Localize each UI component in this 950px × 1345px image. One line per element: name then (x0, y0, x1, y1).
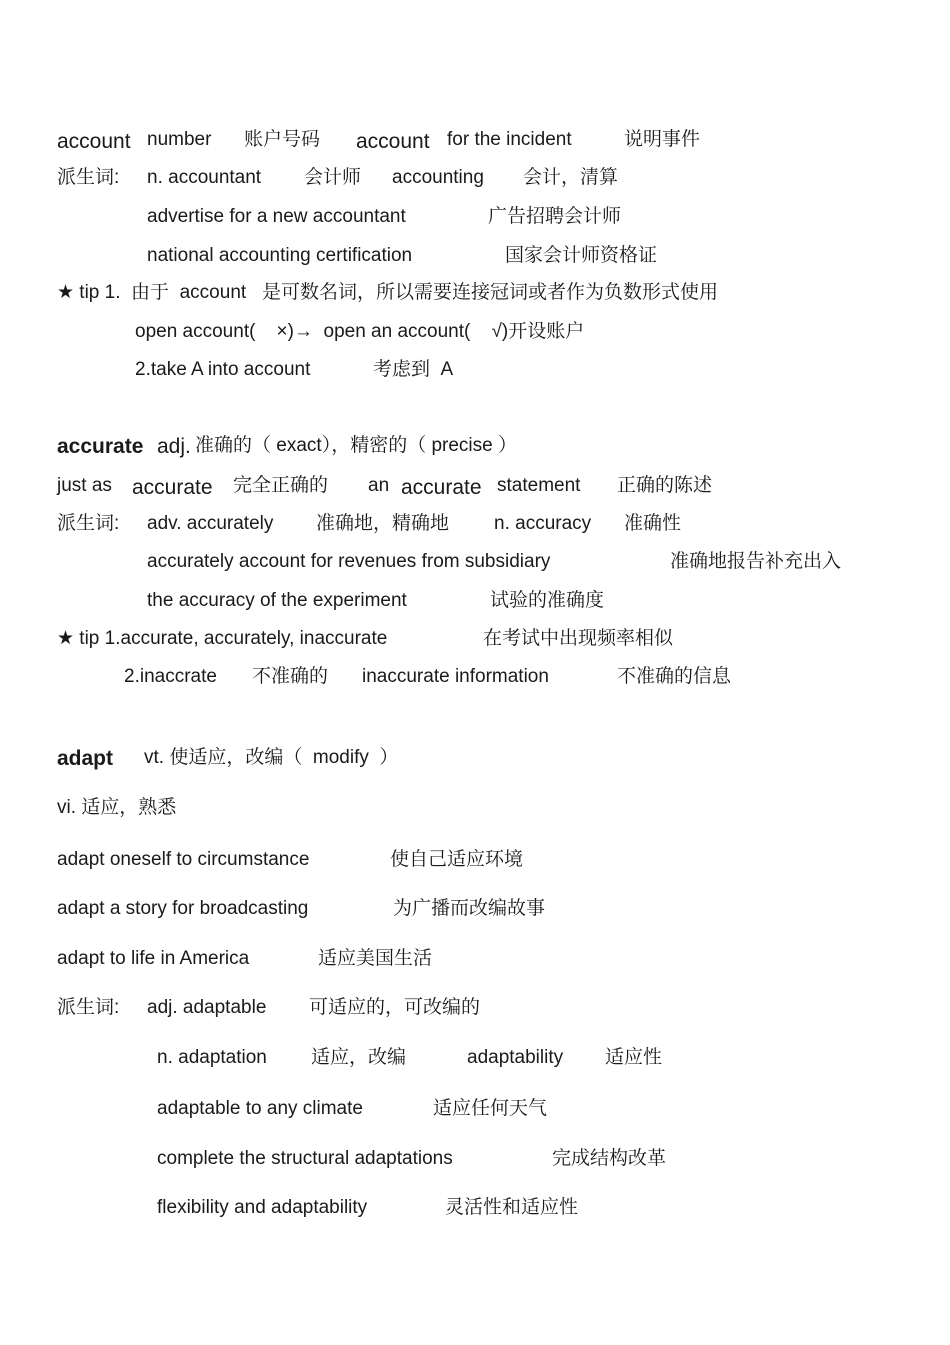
translation: 适应，改编 (311, 1047, 407, 1068)
phrase: statement (497, 475, 581, 496)
translation: 灵活性和适应性 (445, 1197, 579, 1218)
translation: 不准确的 (252, 666, 329, 687)
word-accurate: accurate (401, 476, 482, 499)
translation: 账户号码 (244, 129, 321, 150)
example: national accounting certification (147, 245, 413, 266)
example: complete the structural adaptations (157, 1148, 453, 1169)
derived-word: n. accountant (147, 167, 262, 188)
example: flexibility and adaptability (157, 1197, 368, 1218)
derived-word: accounting (392, 167, 484, 188)
example: the accuracy of the experiment (147, 590, 407, 611)
derived-word: n. adaptation (157, 1047, 267, 1068)
derived-label: 派生词: (57, 997, 120, 1018)
translation: 适应性 (605, 1047, 663, 1068)
translation: 完成结构改革 (552, 1148, 667, 1169)
derived-word: n. accuracy (494, 513, 592, 534)
translation: 会计，清算 (523, 167, 619, 188)
derived-label: 派生词: (57, 167, 120, 188)
example: adaptable to any climate (157, 1098, 363, 1119)
translation: 在考试中出现频率相似 (483, 628, 674, 649)
phrase: just as (57, 475, 112, 496)
translation: 为广播而改编故事 (393, 898, 546, 919)
example: adapt to life in America (57, 948, 250, 969)
example: accurately account for revenues from subsidiary (147, 551, 551, 572)
example: advertise for a new accountant (147, 206, 406, 227)
translation: 可适应的，可改编的 (309, 997, 481, 1018)
example: adapt oneself to circumstance (57, 849, 310, 870)
tip: ★ tip 1. 由于 account 是可数名词，所以需要连接冠词或者作为负数形式使用 (57, 282, 719, 303)
derived-word: adaptability (467, 1047, 564, 1068)
word-account: account (356, 130, 430, 153)
translation: 使自己适应环境 (390, 849, 524, 870)
translation: 准确地，精确地 (316, 513, 450, 534)
translation: 准确性 (624, 513, 682, 534)
translation: 正确的陈述 (617, 475, 713, 496)
translation: 说明事件 (624, 129, 701, 150)
translation: 适应美国生活 (318, 948, 433, 969)
phrase: for the incident (447, 129, 572, 150)
translation: 完全正确的 (233, 475, 329, 496)
headword: adapt (57, 747, 114, 770)
definition: 准确的（ exact），精密的（ precise ） (195, 435, 517, 456)
translation: 国家会计师资格证 (505, 245, 658, 266)
derived-word: adv. accurately (147, 513, 274, 534)
tip-example: open account( ×)→ open an account( √)开设账户 (135, 321, 585, 342)
definition: vt. 使适应，改编（ modify ） (144, 747, 399, 768)
example: adapt a story for broadcasting (57, 898, 309, 919)
translation: 不准确的信息 (617, 666, 732, 687)
tip: 2.take A into account (135, 359, 311, 380)
phrase: an (368, 475, 390, 496)
translation: 准确地报告补充出入 (670, 551, 842, 572)
translation: 广告招聘会计师 (488, 206, 622, 227)
translation: 试验的准确度 (490, 590, 605, 611)
phrase-number: number (147, 129, 212, 150)
headword: accurate (57, 435, 144, 458)
definition: vi. 适应，熟悉 (57, 797, 177, 818)
translation: 适应任何天气 (433, 1098, 548, 1119)
word-account: account (57, 130, 131, 153)
derived-word: adj. adaptable (147, 997, 267, 1018)
phrase: inaccurate information (362, 666, 549, 687)
part-of-speech: adj. (157, 435, 191, 458)
word-accurate: accurate (132, 476, 213, 499)
translation: 考虑到 A (373, 359, 454, 380)
derived-label: 派生词: (57, 513, 120, 534)
translation: 会计师 (304, 167, 362, 188)
tip: ★ tip 1.accurate, accurately, inaccurate (57, 628, 388, 649)
tip: 2.inaccrate (124, 666, 217, 687)
